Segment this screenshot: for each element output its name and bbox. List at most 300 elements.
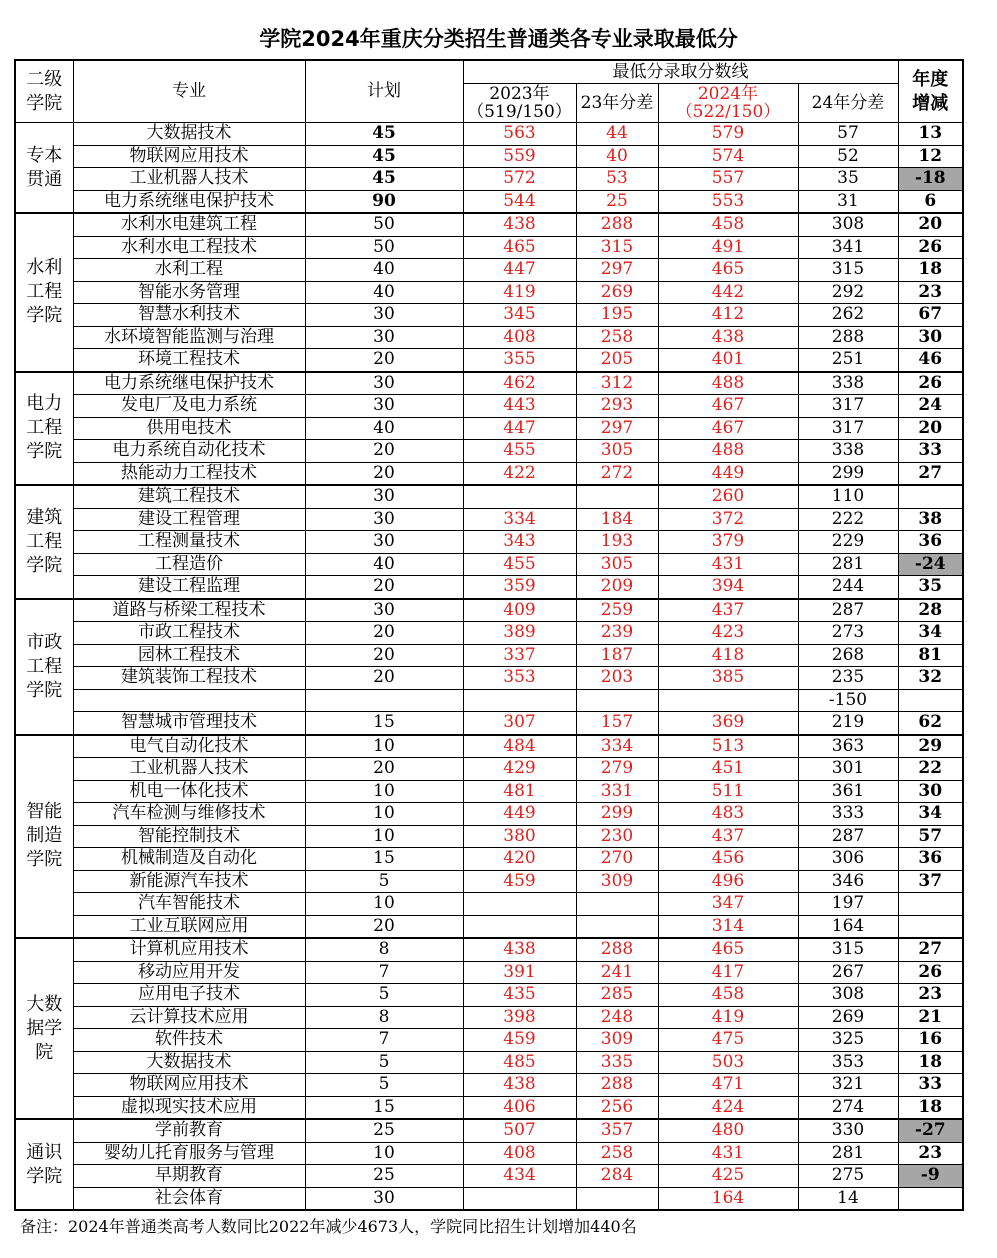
major-cell: 虚拟现实技术应用 [73, 1096, 305, 1119]
table-row [15, 123, 963, 146]
diff-2023-cell [576, 893, 658, 916]
diff-2024-cell: 52 [798, 145, 898, 168]
score-2023-cell: 559 [463, 145, 576, 168]
header-college: 二级 学院 [15, 60, 73, 123]
table-row [15, 259, 963, 282]
plan-cell: 30 [305, 1187, 463, 1210]
change-cell: 18 [898, 259, 963, 282]
plan-cell: 10 [305, 893, 463, 916]
score-2024-cell: 467 [658, 417, 798, 440]
score-2024-cell: 419 [658, 1006, 798, 1029]
major-cell: 道路与桥梁工程技术 [73, 599, 305, 622]
score-2023-cell: 420 [463, 848, 576, 871]
change-cell: 29 [898, 735, 963, 758]
plan-cell: 5 [305, 1074, 463, 1097]
change-cell: 26 [898, 961, 963, 984]
diff-2023-cell: 284 [576, 1165, 658, 1188]
change-cell: 6 [898, 190, 963, 213]
diff-2023-cell: 293 [576, 395, 658, 418]
score-2023-cell: 438 [463, 213, 576, 236]
table-row [15, 667, 963, 690]
change-cell: 30 [898, 326, 963, 349]
diff-2024-cell: 235 [798, 667, 898, 690]
diff-2024-cell: 315 [798, 938, 898, 961]
change-cell: 22 [898, 758, 963, 781]
plan-cell: 45 [305, 145, 463, 168]
score-2024-cell: 412 [658, 304, 798, 327]
change-cell: 46 [898, 349, 963, 372]
table-body [15, 123, 963, 1211]
diff-2023-cell: 272 [576, 462, 658, 485]
change-cell: 33 [898, 440, 963, 463]
plan-cell: 20 [305, 758, 463, 781]
plan-cell: 25 [305, 1165, 463, 1188]
score-2023-cell: 419 [463, 281, 576, 304]
score-2024-cell: 260 [658, 485, 798, 508]
plan-cell: 7 [305, 1029, 463, 1052]
score-2023-cell: 485 [463, 1051, 576, 1074]
score-2024-cell: 424 [658, 1096, 798, 1119]
diff-2024-cell: 14 [798, 1187, 898, 1210]
table-row [15, 644, 963, 667]
plan-cell: 50 [305, 213, 463, 236]
diff-2024-cell: 219 [798, 712, 898, 735]
plan-cell: 50 [305, 236, 463, 259]
table-row [15, 304, 963, 327]
score-2023-cell: 359 [463, 576, 576, 599]
change-cell: 12 [898, 145, 963, 168]
change-cell: 13 [898, 123, 963, 146]
score-2023-cell: 435 [463, 984, 576, 1007]
score-2023-cell [463, 1187, 576, 1210]
score-2023-cell: 507 [463, 1119, 576, 1142]
table-row [15, 984, 963, 1007]
plan-cell: 10 [305, 1142, 463, 1165]
plan-cell: 10 [305, 825, 463, 848]
table-row [15, 1187, 963, 1210]
plan-cell: 20 [305, 667, 463, 690]
major-cell: 智慧城市管理技术 [73, 712, 305, 735]
major-cell: 汽车检测与维修技术 [73, 803, 305, 826]
change-cell: 27 [898, 938, 963, 961]
table-row [15, 1096, 963, 1119]
change-cell: 34 [898, 803, 963, 826]
diff-2023-cell: 309 [576, 870, 658, 893]
plan-cell: 45 [305, 168, 463, 191]
major-cell: 智能控制技术 [73, 825, 305, 848]
diff-2024-cell: 338 [798, 440, 898, 463]
table-row [15, 1142, 963, 1165]
diff-2023-cell: 334 [576, 735, 658, 758]
admission-score-table [14, 59, 964, 1211]
score-2023-cell: 434 [463, 1165, 576, 1188]
footnote: 备注：2024年普通类高考人数同比2022年减少4673人，学院同比招生计划增加440名 [20, 1217, 637, 1236]
diff-2024-cell: 273 [798, 622, 898, 645]
table-row [15, 758, 963, 781]
score-2023-cell: 484 [463, 735, 576, 758]
diff-2024-cell: 31 [798, 190, 898, 213]
table-row [15, 780, 963, 803]
score-2023-cell: 481 [463, 780, 576, 803]
diff-2023-cell: 241 [576, 961, 658, 984]
score-2023-cell: 455 [463, 553, 576, 576]
diff-2024-cell: 333 [798, 803, 898, 826]
diff-2023-cell: 285 [576, 984, 658, 1007]
score-2024-cell [658, 689, 798, 712]
score-2024-cell: 423 [658, 622, 798, 645]
change-cell: -9 [898, 1165, 963, 1188]
diff-2024-cell: 330 [798, 1119, 898, 1142]
major-cell: 机械制造及自动化 [73, 848, 305, 871]
table-row [15, 712, 963, 735]
change-cell: 28 [898, 599, 963, 622]
table-row [15, 236, 963, 259]
diff-2024-cell: 281 [798, 1142, 898, 1165]
table-row [15, 281, 963, 304]
plan-cell: 40 [305, 259, 463, 282]
plan-cell: 8 [305, 938, 463, 961]
header-major: 专业 [73, 60, 305, 123]
diff-2024-cell: 321 [798, 1074, 898, 1097]
diff-2024-cell: 306 [798, 848, 898, 871]
score-2023-cell: 391 [463, 961, 576, 984]
score-2023-cell: 459 [463, 870, 576, 893]
major-cell: 水利水电建筑工程 [73, 213, 305, 236]
plan-cell: 40 [305, 553, 463, 576]
score-2023-cell: 438 [463, 938, 576, 961]
table-row [15, 553, 963, 576]
change-cell: 38 [898, 508, 963, 531]
change-cell: 23 [898, 281, 963, 304]
major-cell: 环境工程技术 [73, 349, 305, 372]
diff-2024-cell: 110 [798, 485, 898, 508]
diff-2024-cell: 251 [798, 349, 898, 372]
score-2024-cell: 449 [658, 462, 798, 485]
plan-cell: 5 [305, 870, 463, 893]
score-2024-cell: 451 [658, 758, 798, 781]
diff-2023-cell: 357 [576, 1119, 658, 1142]
header-2023 [463, 84, 576, 123]
diff-2024-cell: 325 [798, 1029, 898, 1052]
score-2024-cell: 456 [658, 848, 798, 871]
change-cell: 16 [898, 1029, 963, 1052]
score-2024-cell: 438 [658, 326, 798, 349]
major-cell: 计算机应用技术 [73, 938, 305, 961]
major-cell: 智慧水利技术 [73, 304, 305, 327]
change-cell: 20 [898, 213, 963, 236]
score-2023-cell: 429 [463, 758, 576, 781]
score-2023-cell: 544 [463, 190, 576, 213]
change-cell: 32 [898, 667, 963, 690]
score-2023-cell: 406 [463, 1096, 576, 1119]
score-2023-cell [463, 893, 576, 916]
diff-2024-cell: 315 [798, 259, 898, 282]
score-2024-cell: 314 [658, 915, 798, 938]
table-row [15, 145, 963, 168]
diff-2024-cell: 317 [798, 395, 898, 418]
diff-2023-cell: 193 [576, 531, 658, 554]
score-2024-cell: 557 [658, 168, 798, 191]
table-row [15, 689, 963, 712]
score-2024-cell: 503 [658, 1051, 798, 1074]
score-2023-cell: 353 [463, 667, 576, 690]
major-cell: 电力系统继电保护技术 [73, 190, 305, 213]
diff-2023-cell: 305 [576, 553, 658, 576]
major-cell: 新能源汽车技术 [73, 870, 305, 893]
table-row [15, 1006, 963, 1029]
score-2024-cell: 437 [658, 825, 798, 848]
plan-cell: 7 [305, 961, 463, 984]
change-cell: 34 [898, 622, 963, 645]
score-2024-cell: 465 [658, 938, 798, 961]
score-2024-cell: 372 [658, 508, 798, 531]
change-cell: 27 [898, 462, 963, 485]
diff-2023-cell: 205 [576, 349, 658, 372]
table-row [15, 735, 963, 758]
table-row [15, 576, 963, 599]
change-cell: 21 [898, 1006, 963, 1029]
college-name: 专本 贯通 [15, 123, 73, 214]
plan-cell: 8 [305, 1006, 463, 1029]
major-cell: 工业机器人技术 [73, 758, 305, 781]
major-cell: 工业互联网应用 [73, 915, 305, 938]
table-row [15, 1029, 963, 1052]
change-cell: 20 [898, 417, 963, 440]
diff-2023-cell: 25 [576, 190, 658, 213]
major-cell: 工程造价 [73, 553, 305, 576]
plan-cell: 30 [305, 508, 463, 531]
diff-2024-cell: 269 [798, 1006, 898, 1029]
major-cell: 市政工程技术 [73, 622, 305, 645]
table-row [15, 395, 963, 418]
score-2024-cell: 488 [658, 440, 798, 463]
score-2023-cell: 389 [463, 622, 576, 645]
diff-2024-cell: 268 [798, 644, 898, 667]
header-plan: 计划 [305, 60, 463, 123]
diff-2024-cell: 361 [798, 780, 898, 803]
plan-cell: 20 [305, 644, 463, 667]
table-row [15, 531, 963, 554]
score-2024-cell: 513 [658, 735, 798, 758]
major-cell: 工程测量技术 [73, 531, 305, 554]
score-2024-cell: 418 [658, 644, 798, 667]
diff-2023-cell: 40 [576, 145, 658, 168]
score-2023-cell: 465 [463, 236, 576, 259]
diff-2023-cell: 315 [576, 236, 658, 259]
table-row [15, 961, 963, 984]
plan-cell: 5 [305, 984, 463, 1007]
score-2024-cell: 431 [658, 553, 798, 576]
header-2024 [658, 84, 798, 123]
table-row [15, 168, 963, 191]
plan-cell: 15 [305, 1096, 463, 1119]
change-cell: 57 [898, 825, 963, 848]
score-2023-cell: 447 [463, 417, 576, 440]
diff-2023-cell: 256 [576, 1096, 658, 1119]
score-2024-cell: 431 [658, 1142, 798, 1165]
score-2023-cell: 455 [463, 440, 576, 463]
diff-2023-cell [576, 689, 658, 712]
plan-cell: 10 [305, 803, 463, 826]
change-cell: 36 [898, 848, 963, 871]
page-title: 学院2024年重庆分类招生普通类各专业录取最低分 [259, 27, 738, 51]
score-2023-cell [463, 915, 576, 938]
score-2024-cell: 347 [658, 893, 798, 916]
diff-2023-cell [576, 485, 658, 508]
diff-2023-cell: 309 [576, 1029, 658, 1052]
diff-2024-cell: 338 [798, 372, 898, 395]
table-row [15, 462, 963, 485]
score-2023-cell: 462 [463, 372, 576, 395]
diff-2024-cell: 317 [798, 417, 898, 440]
diff-2024-cell: 229 [798, 531, 898, 554]
diff-2024-cell: 299 [798, 462, 898, 485]
diff-2023-cell [576, 915, 658, 938]
change-cell: 35 [898, 576, 963, 599]
diff-2023-cell: 297 [576, 259, 658, 282]
plan-cell: 10 [305, 780, 463, 803]
diff-2023-cell: 297 [576, 417, 658, 440]
diff-2023-cell: 269 [576, 281, 658, 304]
score-2024-cell: 471 [658, 1074, 798, 1097]
major-cell: 工业机器人技术 [73, 168, 305, 191]
table-row [15, 190, 963, 213]
diff-2023-cell: 279 [576, 758, 658, 781]
diff-2023-cell: 209 [576, 576, 658, 599]
table-row [15, 1165, 963, 1188]
score-2024-cell: 394 [658, 576, 798, 599]
major-cell: 物联网应用技术 [73, 1074, 305, 1097]
major-cell: 电力系统自动化技术 [73, 440, 305, 463]
header-2024-sub: （522/150） [675, 102, 781, 122]
plan-cell: 25 [305, 1119, 463, 1142]
plan-cell: 15 [305, 712, 463, 735]
score-2023-cell: 307 [463, 712, 576, 735]
change-cell: 24 [898, 395, 963, 418]
score-2024-cell: 579 [658, 123, 798, 146]
diff-2023-cell: 187 [576, 644, 658, 667]
score-2023-cell: 337 [463, 644, 576, 667]
diff-2024-cell: 281 [798, 553, 898, 576]
diff-2024-cell: -150 [798, 689, 898, 712]
diff-2024-cell: 308 [798, 984, 898, 1007]
change-cell: 37 [898, 870, 963, 893]
score-2024-cell: 385 [658, 667, 798, 690]
table-row [15, 349, 963, 372]
change-cell: 67 [898, 304, 963, 327]
diff-2024-cell: 222 [798, 508, 898, 531]
diff-2024-cell: 197 [798, 893, 898, 916]
plan-cell: 30 [305, 485, 463, 508]
header-2024-year: 2024年 [697, 84, 759, 104]
diff-2024-cell: 346 [798, 870, 898, 893]
score-2024-cell: 425 [658, 1165, 798, 1188]
diff-2023-cell: 270 [576, 848, 658, 871]
header-change: 年度 增减 [898, 60, 963, 123]
header-diff24: 24年分差 [798, 84, 898, 123]
score-2023-cell: 422 [463, 462, 576, 485]
major-cell: 热能动力工程技术 [73, 462, 305, 485]
diff-2024-cell: 244 [798, 576, 898, 599]
score-2024-cell: 480 [658, 1119, 798, 1142]
table-row [15, 326, 963, 349]
college-name: 智能 制造 学院 [15, 735, 73, 939]
change-cell [898, 1187, 963, 1210]
change-cell: -27 [898, 1119, 963, 1142]
diff-2023-cell [576, 1187, 658, 1210]
diff-2024-cell: 274 [798, 1096, 898, 1119]
change-cell: 23 [898, 1142, 963, 1165]
score-2023-cell: 408 [463, 1142, 576, 1165]
table-row [15, 372, 963, 395]
table-row [15, 1119, 963, 1142]
diff-2023-cell: 195 [576, 304, 658, 327]
score-2024-cell: 437 [658, 599, 798, 622]
plan-cell: 30 [305, 326, 463, 349]
header-score-group: 最低分录取分数线 [463, 60, 898, 84]
diff-2023-cell: 288 [576, 1074, 658, 1097]
table-row [15, 803, 963, 826]
score-2023-cell: 343 [463, 531, 576, 554]
diff-2023-cell: 288 [576, 213, 658, 236]
plan-cell: 40 [305, 417, 463, 440]
diff-2023-cell: 312 [576, 372, 658, 395]
diff-2024-cell: 267 [798, 961, 898, 984]
score-2023-cell [463, 485, 576, 508]
plan-cell: 30 [305, 304, 463, 327]
table-row [15, 938, 963, 961]
diff-2024-cell: 35 [798, 168, 898, 191]
diff-2024-cell: 363 [798, 735, 898, 758]
score-2024-cell: 574 [658, 145, 798, 168]
change-cell: 18 [898, 1096, 963, 1119]
change-cell: 33 [898, 1074, 963, 1097]
score-2024-cell: 511 [658, 780, 798, 803]
diff-2024-cell: 287 [798, 599, 898, 622]
table-row [15, 599, 963, 622]
diff-2023-cell: 288 [576, 938, 658, 961]
score-2023-cell: 459 [463, 1029, 576, 1052]
major-cell: 应用电子技术 [73, 984, 305, 1007]
major-cell: 大数据技术 [73, 123, 305, 146]
score-2024-cell: 458 [658, 984, 798, 1007]
table-row [15, 622, 963, 645]
diff-2024-cell: 292 [798, 281, 898, 304]
diff-2024-cell: 275 [798, 1165, 898, 1188]
diff-2023-cell: 299 [576, 803, 658, 826]
major-cell: 水环境智能监测与治理 [73, 326, 305, 349]
major-cell: 智能水务管理 [73, 281, 305, 304]
diff-2024-cell: 341 [798, 236, 898, 259]
major-cell [73, 689, 305, 712]
plan-cell: 15 [305, 848, 463, 871]
diff-2023-cell: 230 [576, 825, 658, 848]
table-row [15, 417, 963, 440]
score-2024-cell: 379 [658, 531, 798, 554]
diff-2023-cell: 258 [576, 1142, 658, 1165]
score-2023-cell: 398 [463, 1006, 576, 1029]
score-2024-cell: 401 [658, 349, 798, 372]
change-cell [898, 915, 963, 938]
plan-cell: 40 [305, 281, 463, 304]
change-cell: 30 [898, 780, 963, 803]
change-cell: 18 [898, 1051, 963, 1074]
table-row [15, 213, 963, 236]
major-cell: 电力系统继电保护技术 [73, 372, 305, 395]
score-2024-cell: 369 [658, 712, 798, 735]
plan-cell: 30 [305, 599, 463, 622]
diff-2023-cell: 239 [576, 622, 658, 645]
